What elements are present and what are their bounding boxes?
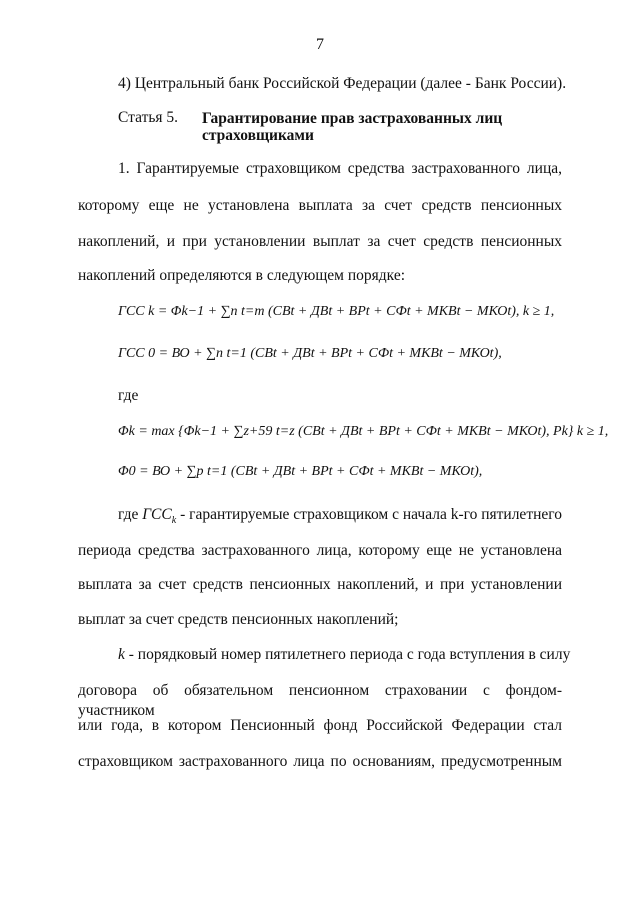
article-title-line-2: страховщиками: [202, 127, 314, 144]
para2-line-4: выплат за счет средств пенсионных накоплений;: [78, 611, 399, 628]
article-label: Статья 5.: [118, 109, 179, 126]
para2-symbol: [142, 506, 177, 527]
para2-line-1: - гарантируемые страховщиком с начала k-го пятилетнего: [180, 506, 562, 523]
para1-line-2: которому еще не установлена выплата за счет средств пенсионных: [78, 197, 562, 214]
para1-line-1: 1. Гарантируемые страховщиком средства застрахованного лица,: [118, 160, 562, 177]
para1-line-3: накоплений, и при установлении выплат за счет средств пенсионных: [78, 233, 562, 250]
formula-where-label: где: [118, 387, 139, 404]
para2-where-prefix: где: [118, 506, 139, 523]
formula-phi-k: Φk = max {Φk−1 + ∑z+59 t=z (СВt + ДВt + ВРt + СФt + МКВt − МКОt), Pk} k ≥ 1,: [118, 424, 609, 439]
para2-symbol-main: ГСС: [142, 506, 172, 523]
para3-line-3: или года, в котором Пенсионный фонд Российской Федерации стал: [78, 717, 562, 734]
para3-line-2: договора об обязательном пенсионном страховании с фондом-участником: [78, 682, 562, 719]
para2-symbol-sub: k: [171, 515, 177, 527]
article-title-line-1: Гарантирование прав застрахованных лиц: [202, 110, 503, 127]
page-number: 7: [316, 36, 324, 53]
para3-line-1: - порядковый номер пятилетнего периода с года вступления в силу: [128, 646, 571, 663]
para3-line-4: страховщиком застрахованного лица по основаниям, предусмотренным: [78, 753, 562, 770]
para2-line-1-wrap: [118, 505, 562, 531]
formula-gss-0: ГСС 0 = ВО + ∑n t=1 (СВt + ДВt + ВРt + СФt + МКВt − МКОt),: [118, 346, 502, 361]
formula-phi-0: Φ0 = ВО + ∑p t=1 (СВt + ДВt + ВРt + СФt + МКВt − МКОt),: [118, 464, 483, 479]
para2-line-2: периода средства застрахованного лица, которому еще не установлена: [78, 542, 562, 559]
para3-line-1-wrap: [118, 645, 571, 665]
formula-gss-k: ГСС k = Φk−1 + ∑n t=m (СВt + ДВt + ВРt + СФt + МКВt − МКОt), k ≥ 1,: [118, 304, 555, 319]
para1-line-4: накоплений определяются в следующем порядке:: [78, 267, 405, 284]
para2-line-3: выплата за счет средств пенсионных накоплений, и при установлении: [78, 576, 562, 593]
para3-symbol: k: [118, 646, 125, 663]
item-4-text: 4) Центральный банк Российской Федерации (далее - Банк России).: [118, 75, 567, 92]
